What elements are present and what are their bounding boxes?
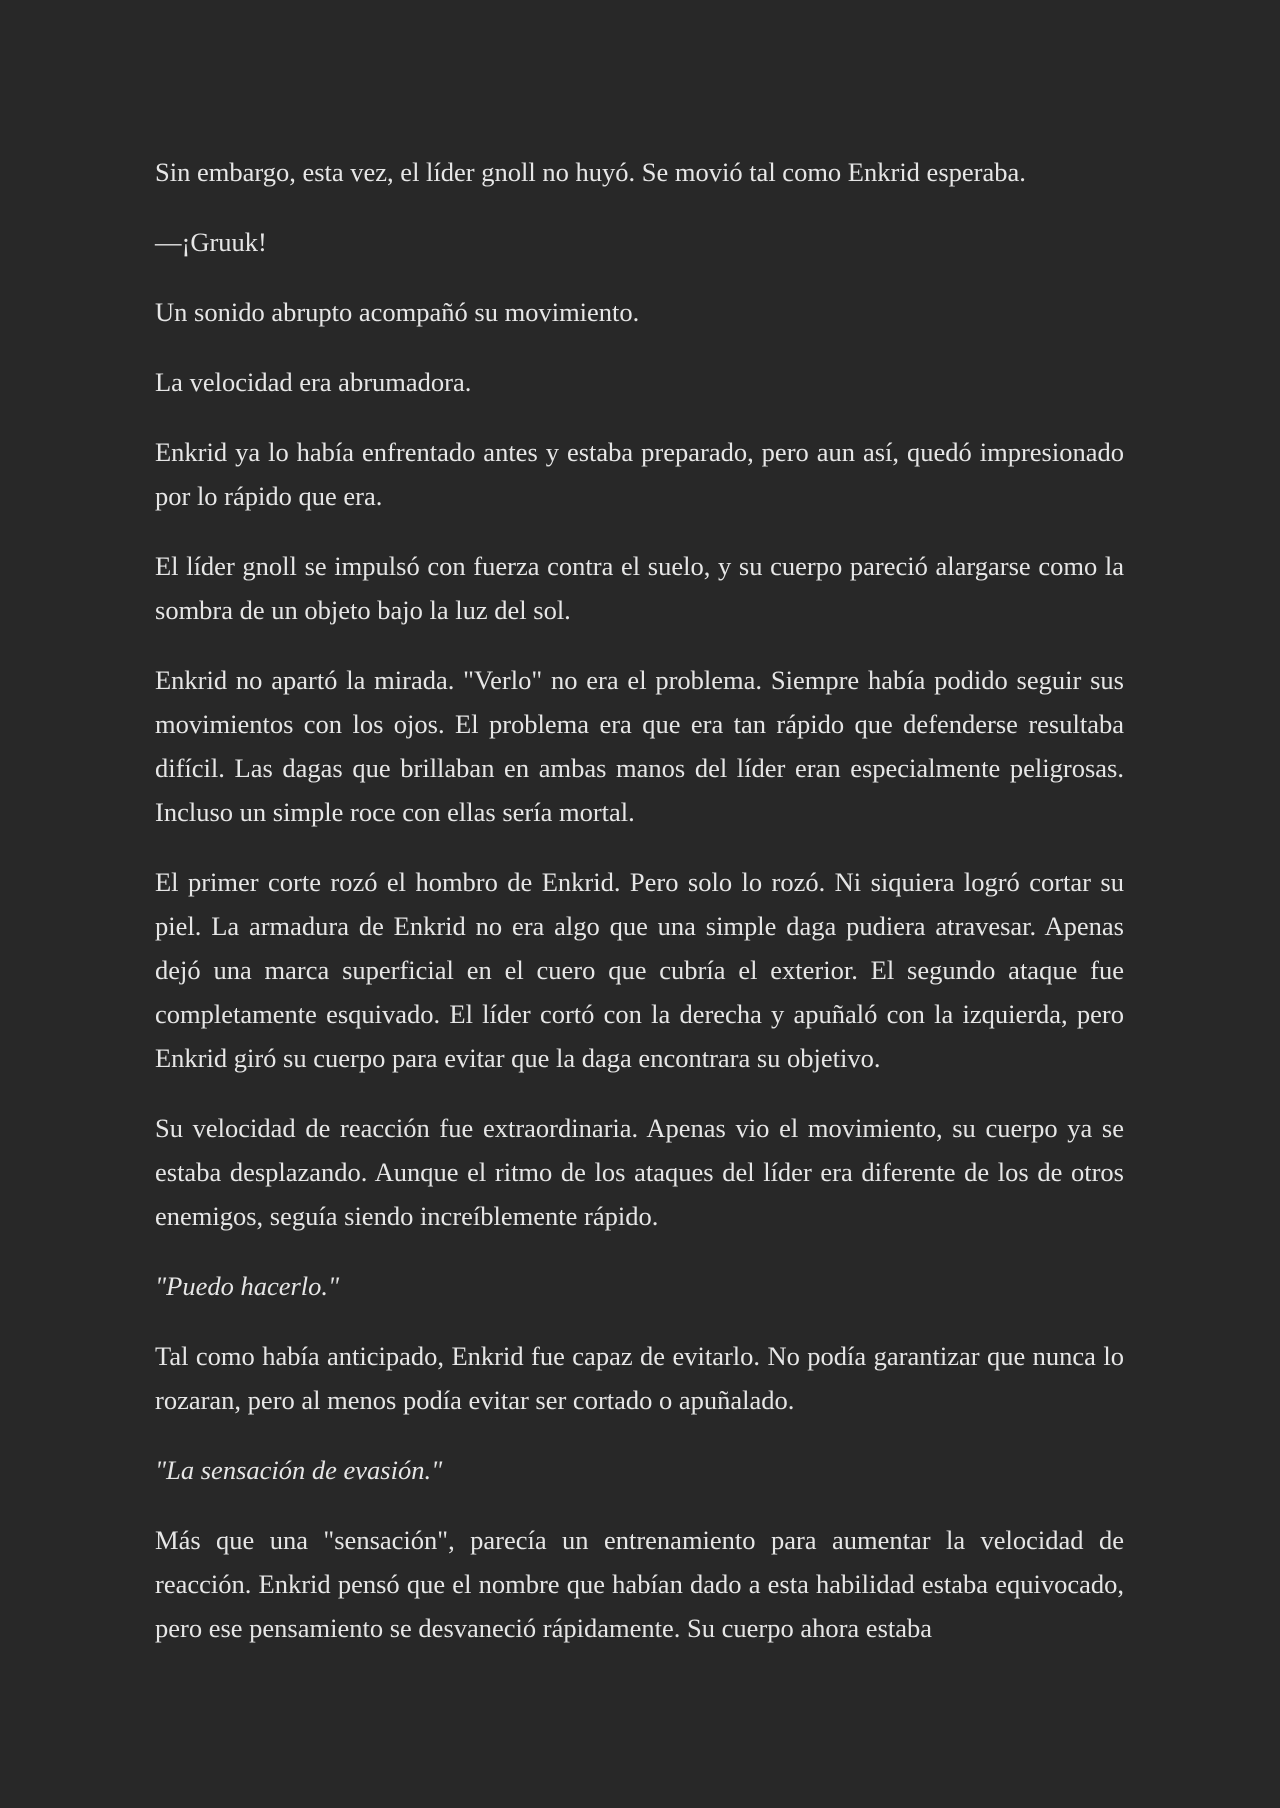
paragraph: Tal como había anticipado, Enkrid fue capaz de evitarlo. No podía garantizar que nunca lo rozaran, pero al menos podía evitar ser cortado o apuñalado. [155, 1341, 1124, 1415]
reader-content [155, 150, 1124, 1676]
paragraph: El primer corte rozó el hombro de Enkrid. Pero solo lo rozó. Ni siquiera logró cortar su piel. La armadura de Enkrid no era algo que una simple daga pudiera atravesar. Apenas dejó una marca superficial en el cuero que cubría el exterior. El segundo ataque fue completamente esquivado. El líder cortó con la derecha y apuñaló con la izquierda, pero Enkrid giró su cuerpo para evitar que la daga encontrara su objetivo. [155, 867, 1124, 1073]
paragraph: Más que una "sensación", parecía un entrenamiento para aumentar la velocidad de reacción. Enkrid pensó que el nombre que habían dado a esta habilidad estaba equivocado, pero ese pensamiento se desvaneció rápidamente. Su cuerpo ahora estaba [155, 1525, 1124, 1643]
paragraph: El líder gnoll se impulsó con fuerza contra el suelo, y su cuerpo pareció alargarse como la sombra de un objeto bajo la luz del sol. [155, 551, 1124, 625]
italic-thought: "La sensación de evasión." [155, 1455, 443, 1485]
paragraph: Enkrid no apartó la mirada. "Verlo" no era el problema. Siempre había podido seguir sus movimientos con los ojos. El problema era que era tan rápido que defenderse resultaba difícil. Las dagas que brillaban en ambas manos del líder eran especialmente peligrosas. Incluso un simple roce con ellas sería mortal. [155, 665, 1124, 827]
paragraph: Enkrid ya lo había enfrentado antes y estaba preparado, pero aun así, quedó impresionado por lo rápido que era. [155, 437, 1124, 511]
paragraph: Un sonido abrupto acompañó su movimiento. [155, 297, 640, 327]
paragraph: Sin embargo, esta vez, el líder gnoll no huyó. Se movió tal como Enkrid esperaba. [155, 157, 1026, 187]
paragraph: Su velocidad de reacción fue extraordinaria. Apenas vio el movimiento, su cuerpo ya se estaba desplazando. Aunque el ritmo de los ataques del líder era diferente de los de otros enemigos, seguía siendo increíblemente rápido. [155, 1113, 1124, 1231]
paragraph: La velocidad era abrumadora. [155, 367, 472, 397]
italic-thought: "Puedo hacerlo." [155, 1271, 340, 1301]
paragraph: —¡Gruuk! [155, 227, 267, 257]
